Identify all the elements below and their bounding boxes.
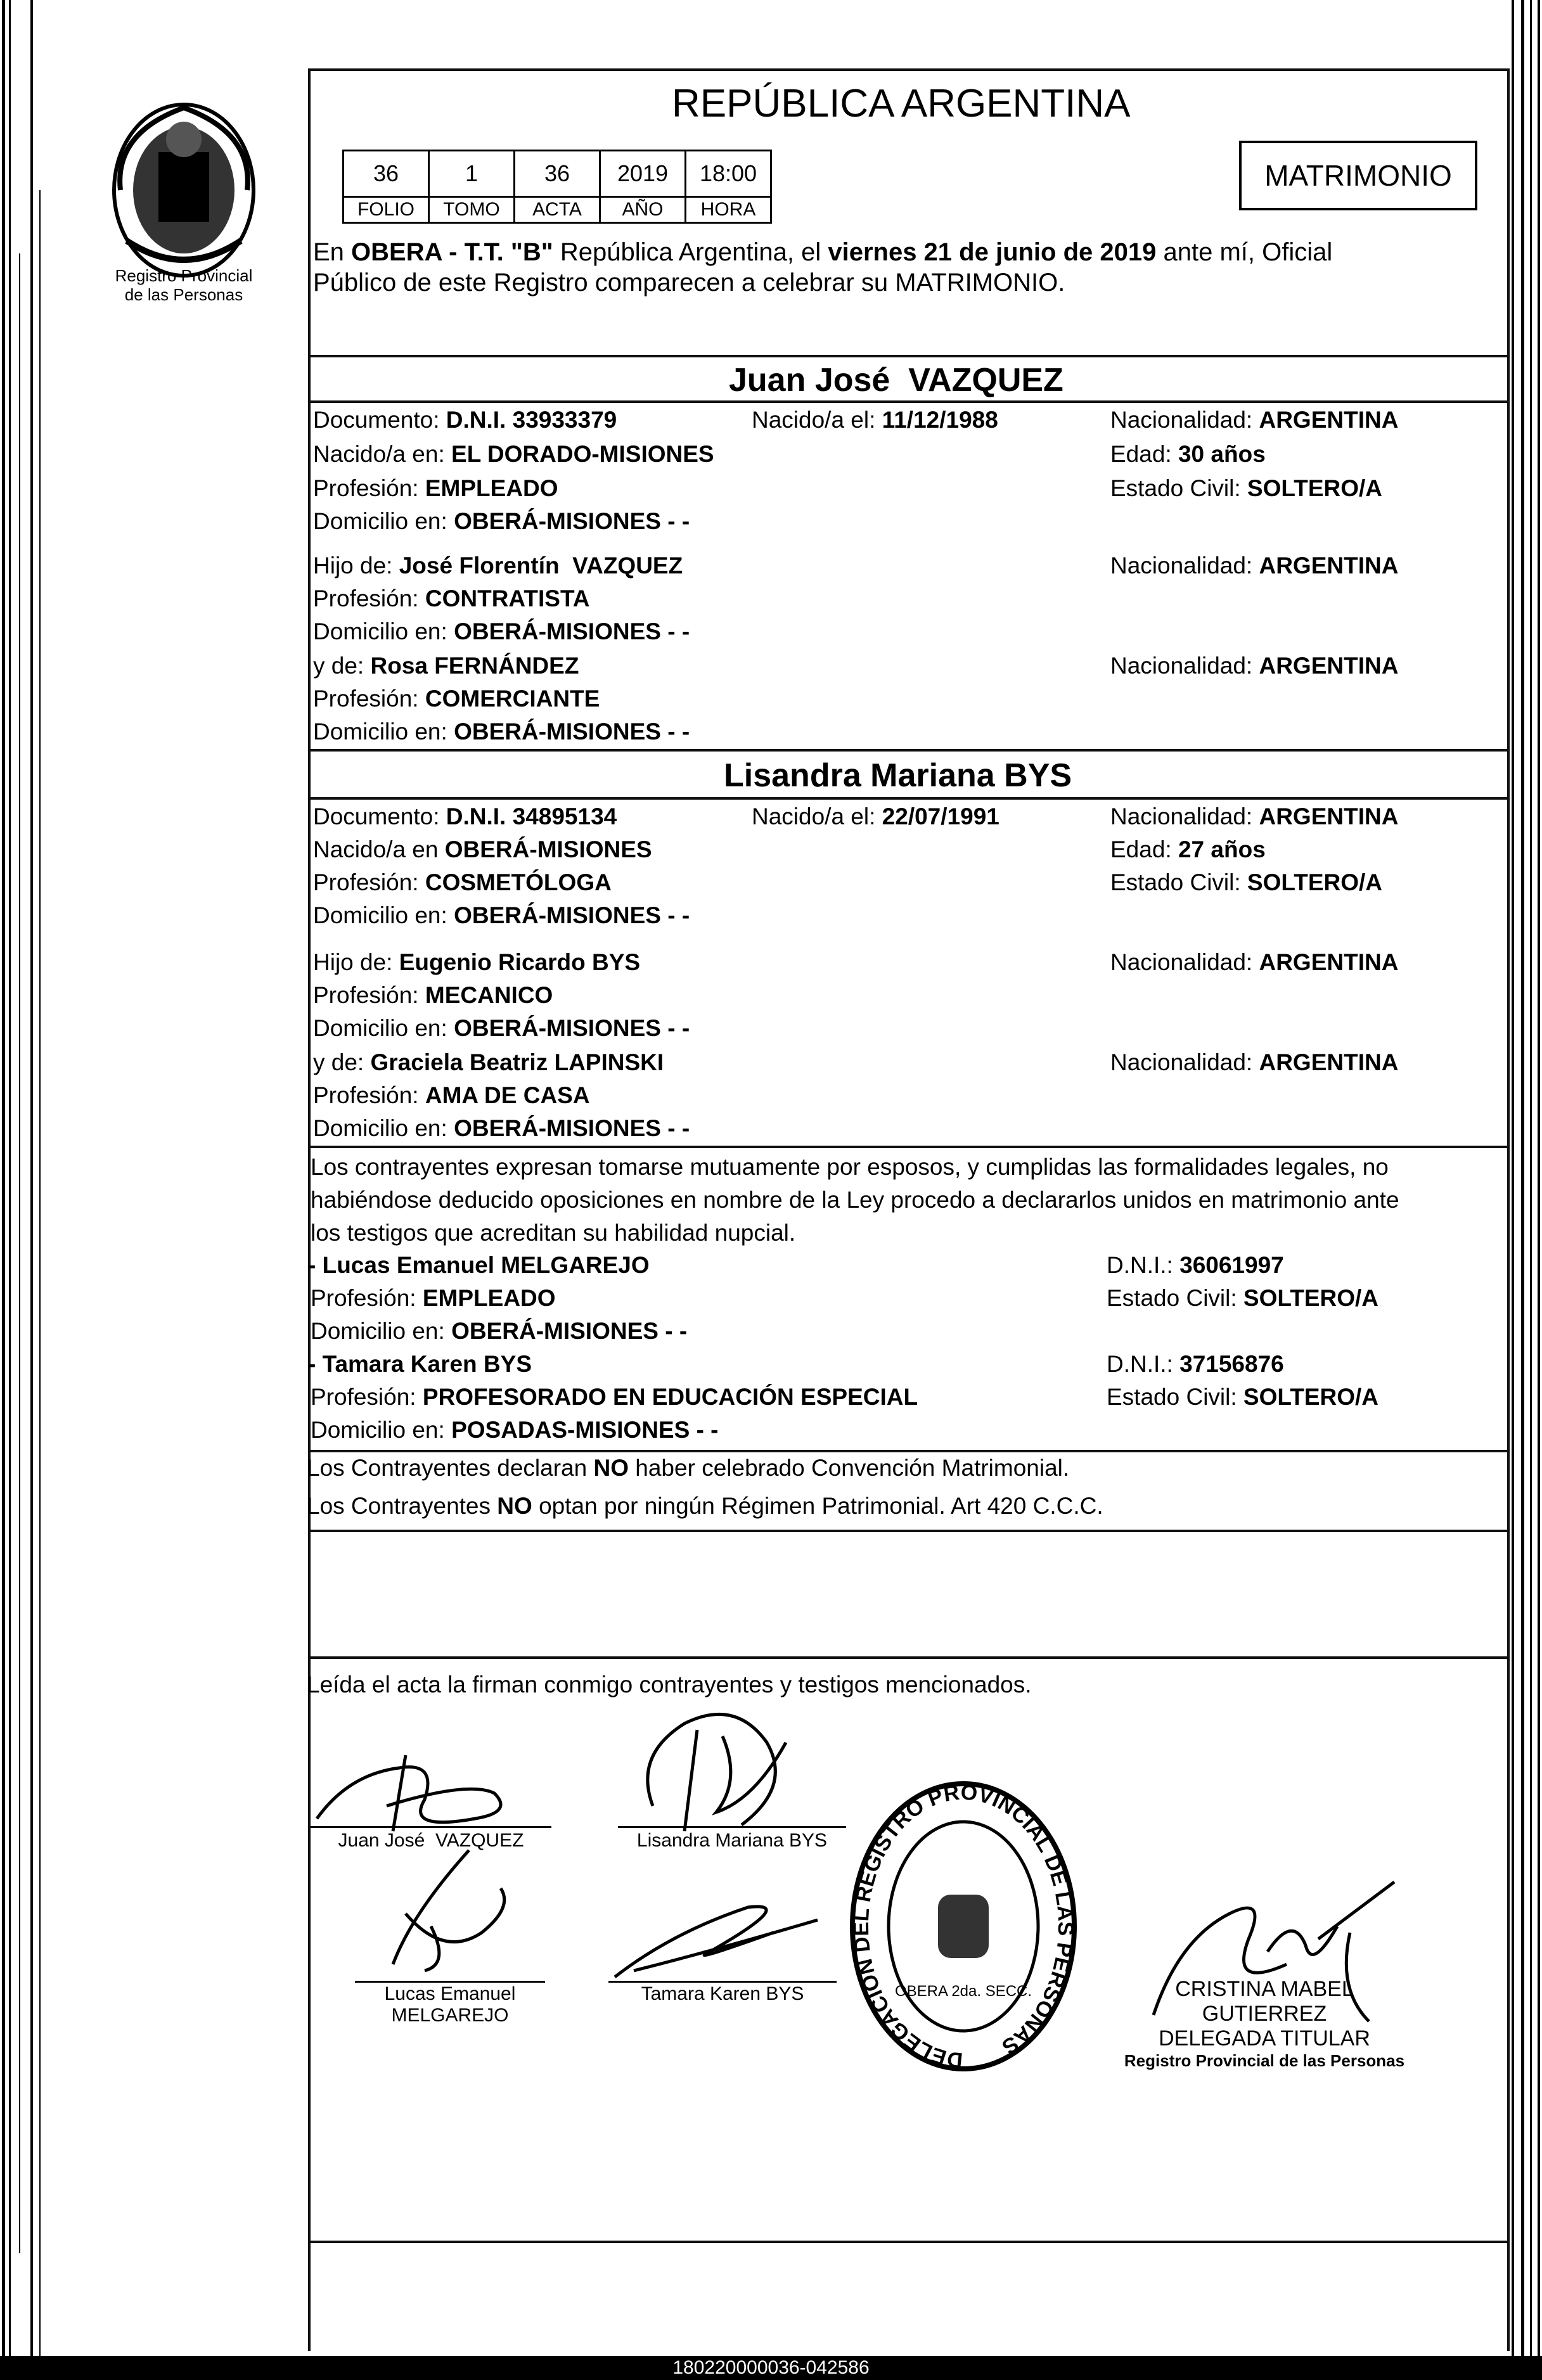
- bride-address: Domicilio en: OBERÁ-MISIONES - -: [313, 902, 690, 928]
- groom-mother-address: Domicilio en: OBERÁ-MISIONES - -: [313, 719, 690, 745]
- bride-mother-profession: Profesión: AMA DE CASA: [313, 1082, 590, 1108]
- groom-father-nationality: Nacionalidad: ARGENTINA: [1110, 553, 1399, 579]
- rule-2: [308, 400, 1510, 403]
- intro-paragraph: [313, 237, 1332, 298]
- groom-profession: Profesión: EMPLEADO: [313, 475, 558, 501]
- official-org: Registro Provincial de las Personas: [1124, 2051, 1405, 2070]
- witness-1-dni: D.N.I.: 36061997: [1107, 1252, 1284, 1278]
- coat-of-arms-logo: [101, 95, 266, 304]
- seal-outer-text: DELEGACION DEL REGISTRO PROVINCIAL DE LAS PERSONAS: [849, 1780, 1078, 2073]
- folio-value: 36: [342, 150, 430, 198]
- closing-statement: Leída el acta la firman conmigo contrayentes y testigos mencionados.: [307, 1672, 1032, 1698]
- bride-birthdate: Nacido/a el: 22/07/1991: [752, 803, 999, 829]
- groom-father: Hijo de: José Florentín VAZQUEZ: [313, 553, 683, 579]
- seal-inner-text: OBERA 2da. SECC.: [894, 1983, 1032, 2000]
- bride-mother: y de: Graciela Beatriz LAPINSKI: [313, 1049, 664, 1075]
- barcode-number: 180220000036-042586: [672, 2357, 870, 2378]
- intro-text: República Argentina, el: [553, 238, 828, 266]
- signature-scribble-4: [608, 1895, 837, 1990]
- logo-text-line2: de las Personas: [124, 285, 243, 304]
- frame-bottom: [308, 2241, 1510, 2243]
- groom-birthdate: Nacido/a el: 11/12/1988: [752, 407, 998, 433]
- bride-father-nationality: Nacionalidad: ARGENTINA: [1110, 949, 1399, 975]
- groom-nationality: Nacionalidad: ARGENTINA: [1110, 407, 1399, 433]
- groom-mother: y de: Rosa FERNÁNDEZ: [313, 653, 579, 679]
- document-type-box: [1239, 141, 1477, 210]
- witness-1-civil-status: Estado Civil: SOLTERO/A: [1107, 1285, 1379, 1311]
- rule-6: [308, 1450, 1510, 1452]
- signature-scribble-2: [627, 1705, 830, 1850]
- bride-civil-status: Estado Civil: SOLTERO/A: [1110, 869, 1383, 895]
- declaration-line: los testigos que acreditan su habilidad nupcial.: [311, 1220, 796, 1246]
- witness-2-dni: D.N.I.: 37156876: [1107, 1351, 1284, 1377]
- signature-label-witness-2: Tamara Karen BYS: [641, 1983, 804, 2004]
- document-title: REPÚBLICA ARGENTINA: [672, 82, 1131, 125]
- declaration: [311, 1151, 1399, 1250]
- bride-age: Edad: 27 años: [1110, 836, 1266, 862]
- bride-father-address: Domicilio en: OBERÁ-MISIONES - -: [313, 1015, 690, 1041]
- witness-1-address: Domicilio en: OBERÁ-MISIONES - -: [311, 1318, 688, 1344]
- logo-text-line1: Registro Provincial: [115, 266, 253, 285]
- intro-date: viernes 21 de junio de 2019: [828, 238, 1157, 266]
- rule-1: [308, 355, 1510, 357]
- bride-document: Documento: D.N.I. 34895134: [313, 803, 617, 829]
- signature-label-witness-1: Lucas Emanuel MELGAREJO: [384, 1983, 516, 2026]
- official-stamp: [1115, 1977, 1413, 2071]
- tomo-value: 1: [428, 150, 515, 198]
- witness-2-address: Domicilio en: POSADAS-MISIONES - -: [311, 1417, 719, 1443]
- groom-civil-status: Estado Civil: SOLTERO/A: [1110, 475, 1383, 501]
- groom-father-profession: Profesión: CONTRATISTA: [313, 585, 590, 611]
- footer-bar: [0, 2356, 1542, 2380]
- bride-birthplace: Nacido/a en OBERÁ-MISIONES: [313, 836, 652, 862]
- groom-mother-nationality: Nacionalidad: ARGENTINA: [1110, 653, 1399, 679]
- witness-2-civil-status: Estado Civil: SOLTERO/A: [1107, 1384, 1379, 1410]
- signature-scribble-3: [368, 1838, 526, 1983]
- intro-line2: Público de este Registro comparecen a celebrar su MATRIMONIO.: [313, 269, 1065, 297]
- groom-birthplace: Nacido/a en: EL DORADO-MISIONES: [313, 441, 714, 467]
- acta-value: 36: [513, 150, 601, 198]
- rule-3: [308, 749, 1510, 752]
- rule-5: [308, 1146, 1510, 1148]
- official-seal: [837, 1774, 1090, 2091]
- witness-2-profession: Profesión: PROFESORADO EN EDUCACIÓN ESPECIAL: [311, 1384, 918, 1410]
- official-role: DELEGADA TITULAR: [1159, 2026, 1370, 2051]
- folio-label: FOLIO: [342, 196, 430, 224]
- bride-father: Hijo de: Eugenio Ricardo BYS: [313, 949, 641, 975]
- bride-father-profession: Profesión: MECANICO: [313, 982, 553, 1008]
- tomo-label: TOMO: [428, 196, 515, 224]
- rule-8: [308, 1656, 1510, 1659]
- regime-line-2: Los Contrayentes NO optan por ningún Régimen Patrimonial. Art 420 C.C.C.: [307, 1493, 1103, 1519]
- bride-mother-address: Domicilio en: OBERÁ-MISIONES - -: [313, 1115, 690, 1141]
- declaration-line: Los contrayentes expresan tomarse mutuamente por esposos, y cumplidas las formalidades legales, no: [311, 1154, 1389, 1180]
- groom-age: Edad: 30 años: [1110, 441, 1266, 467]
- witness-2-name: - Tamara Karen BYS: [308, 1351, 532, 1377]
- rule-7: [308, 1530, 1510, 1532]
- signature-label-groom: Juan José VAZQUEZ: [338, 1830, 524, 1851]
- hora-value: 18:00: [684, 150, 772, 198]
- ano-label: AÑO: [599, 196, 686, 224]
- declaration-line: habiéndose deducido oposiciones en nombre de la Ley procedo a declararlos unidos en matrimonio ante: [311, 1187, 1399, 1213]
- intro-text: En: [313, 238, 352, 266]
- intro-place: OBERA - T.T. "B": [351, 238, 553, 266]
- hora-label: HORA: [684, 196, 772, 224]
- intro-text: ante mí, Oficial: [1156, 238, 1333, 266]
- witness-1-name: - Lucas Emanuel MELGAREJO: [308, 1252, 650, 1278]
- bride-name: Lisandra Mariana BYS: [724, 757, 1072, 794]
- witness-1-profession: Profesión: EMPLEADO: [311, 1285, 556, 1311]
- groom-father-address: Domicilio en: OBERÁ-MISIONES - -: [313, 618, 690, 644]
- bride-mother-nationality: Nacionalidad: ARGENTINA: [1110, 1049, 1399, 1075]
- frame-right: [1507, 70, 1510, 2351]
- groom-address: Domicilio en: OBERÁ-MISIONES - -: [313, 508, 690, 534]
- official-name: CRISTINA MABEL GUTIERREZ: [1175, 1977, 1354, 2026]
- rule-4: [308, 797, 1510, 800]
- frame-top: [308, 68, 1510, 71]
- signature-label-bride: Lisandra Mariana BYS: [636, 1830, 828, 1851]
- groom-document: Documento: D.N.I. 33933379: [313, 407, 617, 433]
- groom-mother-profession: Profesión: COMERCIANTE: [313, 686, 600, 712]
- bride-nationality: Nacionalidad: ARGENTINA: [1110, 803, 1399, 829]
- groom-name: Juan José VAZQUEZ: [729, 362, 1063, 399]
- regime-line-1: Los Contrayentes declaran NO haber celebrado Convención Matrimonial.: [307, 1455, 1070, 1481]
- signature-scribble-1: [311, 1749, 539, 1838]
- acta-label: ACTA: [513, 196, 601, 224]
- ano-value: 2019: [599, 150, 686, 198]
- bride-profession: Profesión: COSMETÓLOGA: [313, 869, 612, 895]
- document-type: MATRIMONIO: [1264, 159, 1452, 192]
